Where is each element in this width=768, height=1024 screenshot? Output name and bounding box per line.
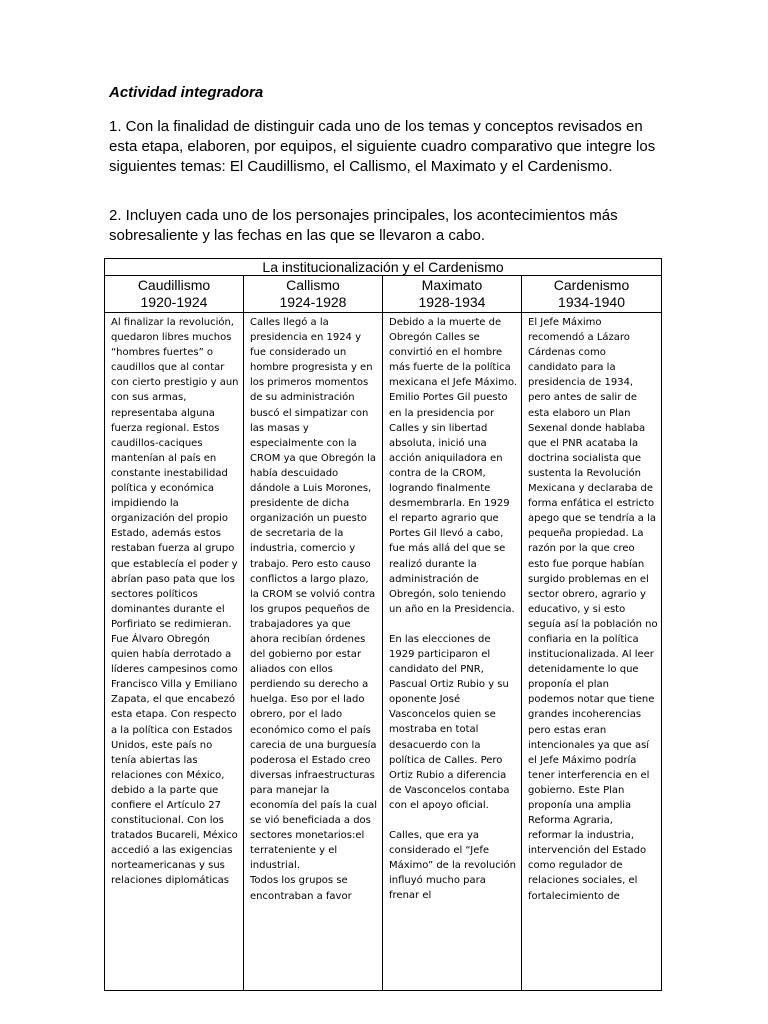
- column-years: 1920-1924: [140, 294, 208, 310]
- column-name: Callismo: [286, 277, 340, 293]
- cell-paragraph: Al finalizar la revolución, quedaron libres muchos “hombres fuertes” o caudillos que al contar con cierto prestigio y aun con sus armas, representaba alguna fuerza regional. Estos caudillos-caciques mantenían al país en constante inestabilidad política y económica impidiendo la organización del propio Estado, además estos restaban fuerza al grupo que establecía el poder y abrían paso pata que los sectores políticos dominantes durante el Porfiriato se redimieran.: [111, 317, 239, 630]
- cell-paragraph: Fue Álvaro Obregón quien había derrotado a líderes campesinos como Francisco Villa y Emiliano Zapata, el que encabezó esta etapa. Con respecto a la política con Estados Unidos, este país no tenía abiertas las relaciones con México, debido a la parte que confiere el Artículo 27 constitucional. Con los tratados Bucareli, México accedió a las exigencias norteamericanas y sus relaciones diplomáticas: [111, 633, 238, 887]
- column-name: Caudillismo: [137, 277, 211, 293]
- column-header-callismo: [244, 276, 383, 313]
- table-body-row: [105, 313, 662, 991]
- cell-paragraph: Calles llegó a la presidencia en 1924 y fue considerado un hombre progresista y en los primeros momentos de su administración buscó el simpatizar con las masas y especialmente con la CROM ya que Obregón la había descuidado dándole a Luis Morones, presidente de dicha organización un puesto de secretaria de la industria, comercio y trabajo. Pero esto causo conflictos a largo plazo, la CROM se volvió contra los grupos pequeños de trabajadores ya que ahora recibían órdenes del gobierno por estar aliados con ellos perdiendo su derecho a huelga. Eso por el lado obrero, por el lado económico como el país carecia de una burguesía poderosa el Estado creo diversas infraestructuras para manejar la economía del país la cual se vió beneficiada a dos sectores monetarios:el terrateniente y el industrial.: [250, 317, 377, 872]
- comparison-table: [104, 258, 662, 991]
- table-title: La institucionalización y el Cardenismo: [105, 259, 662, 276]
- column-header-caudillismo: [105, 276, 244, 313]
- cell-paragraph: Todos los grupos se encontraban a favor: [250, 875, 352, 902]
- cell-caudillismo: [105, 313, 244, 991]
- cell-callismo: [244, 313, 383, 991]
- column-years: 1924-1928: [279, 294, 347, 310]
- table-title-row: [105, 259, 662, 276]
- column-header-maximato: [383, 276, 522, 313]
- table-header-row: [105, 276, 662, 313]
- column-years: 1934-1940: [558, 294, 625, 310]
- column-header-cardenismo: [522, 276, 662, 313]
- cell-paragraph: Debido a la muerte de Obregón Calles se convirtió en el hombre más fuerte de la política mexicana el Jefe Máximo. Emilio Portes Gil puesto en la presidencia por Calles y sin libertad absoluta, inició una acción aniquiladora en contra de la CROM, logrando finalmente desmembrarla. En 1929 el reparto agrario que Portes Gil llevó a cabo, fue más allá del que se realizó durante la administración de Obregón, solo teniendo un año en la Presidencia.: [389, 317, 518, 615]
- cell-maximato: [383, 313, 522, 991]
- instruction-paragraph-1: 1. Con la finalidad de distinguir cada uno de los temas y conceptos revisados en esta etapa, elaboren, por equipos, el siguiente cuadro comparativo que integre los siguientes temas: El Caudillismo, el Callismo, el Maximato y el Cardenismo.: [109, 118, 656, 175]
- column-name: Cardenismo: [553, 277, 630, 293]
- cell-cardenismo: [522, 313, 662, 991]
- cell-paragraph: Calles, que era ya considerado el “Jefe Máximo” de la revolución influyó mucho para frenar el: [389, 830, 517, 902]
- column-name: Maximato: [421, 277, 483, 293]
- cell-paragraph: En las elecciones de 1929 participaron el candidato del PNR, Pascual Ortiz Rubio y su oponente José Vasconcelos quien se mostraba en total desacuerdo con la política de Calles. Pero Ortiz Rubio a diferencia de Vasconcelos contaba con el apoyo oficial.: [389, 633, 510, 811]
- column-years: 1928-1934: [418, 294, 486, 310]
- activity-heading: Actividad integradora: [109, 84, 264, 101]
- cell-paragraph: El Jefe Máximo recomendó a Lázaro Cárdenas como candidato para la presidencia de 1934, pero antes de salir de esta elaboro un Plan Sexenal donde hablaba que el PNR acataba la doctrina socialista que sustenta la Revolución Mexicana y declaraba de forma enfática el estricto apego que se tendría a la pequeña propiedad. La razón por la que creo esto fue porque habían surgido problemas en el sector obrero, agrario y educativo, y si esto seguía así la población no confiaria en la política institucionalizada. Al leer detenidamente lo que proponía el plan podemos notar que tiene grandes incoherencias pero estas eran intencionales ya que así el Jefe Máximo podría tener interferencia en el gobierno. Este Plan proponía una amplia Reforma Agraria, reformar la industria, intervención del Estado como regulador de relaciones sociales, el fortalecimiento de: [528, 317, 658, 902]
- instruction-paragraph-2: 2. Incluyen cada uno de los personajes principales, los acontecimientos más sobresaliente y las fechas en las que se llevaron a cabo.: [109, 207, 618, 244]
